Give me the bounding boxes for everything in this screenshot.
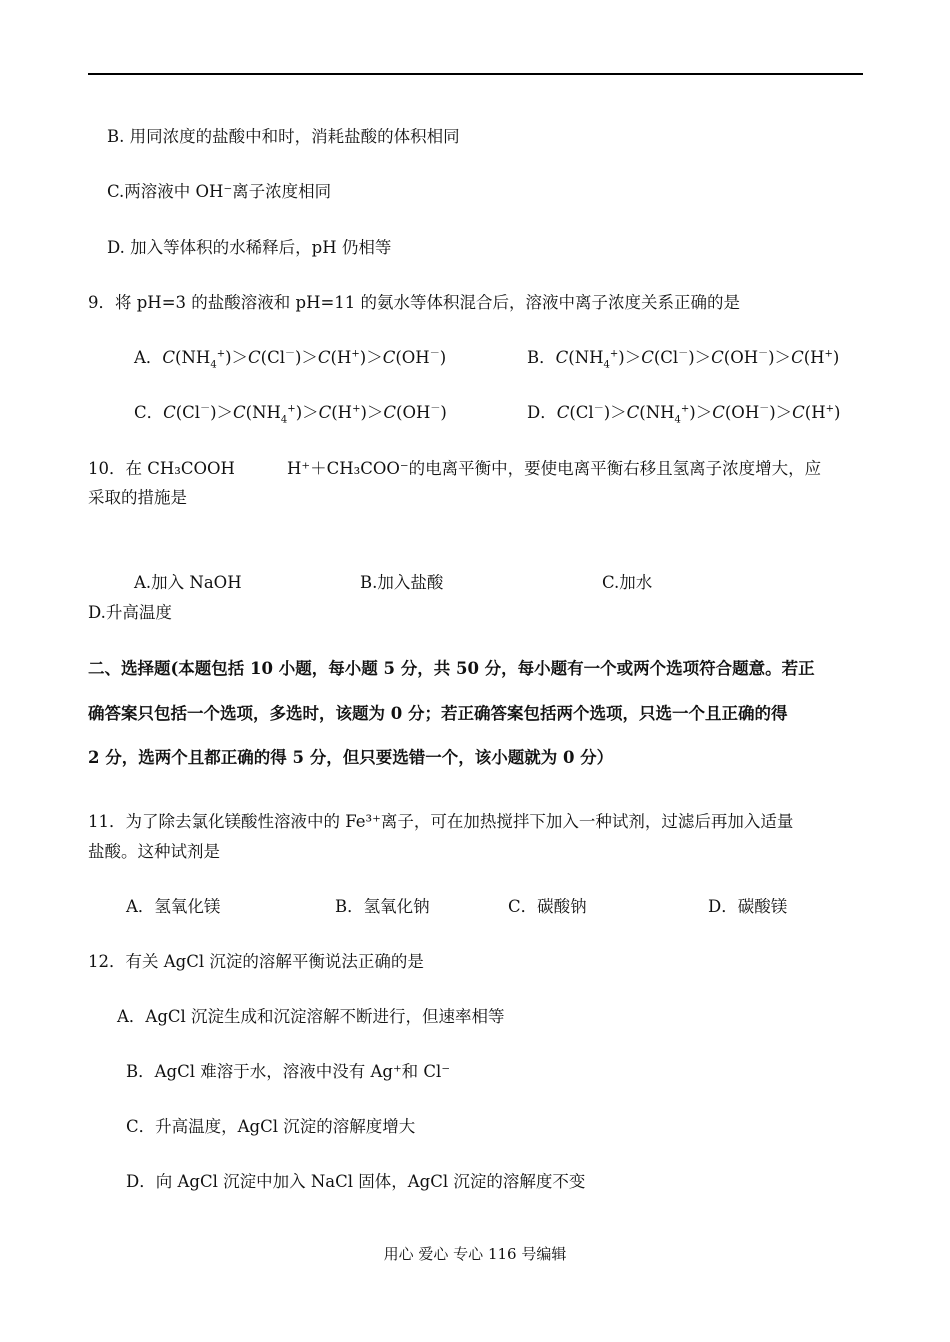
section2-instructions-line3: 2 分，选两个且都正确的得 5 分，但只要选错一个，该小题就为 0 分） xyxy=(88,748,614,767)
q11-option-a: A．氢氧化镁 xyxy=(126,897,221,916)
q11-option-d: D．碳酸镁 xyxy=(708,897,788,916)
q9-option-b: B．$C(NH_4^+)>C(Cl^-)>C(OH^-)>C(H^+)$ xyxy=(527,348,840,371)
page-footer: 用心 爱心 专心 116 号编辑 xyxy=(383,1245,567,1263)
q9-option-c: C．$C(Cl^-)>C(NH_4^+)>C(H^+)>C(OH^-)$ xyxy=(134,403,447,426)
q9-option-d: D．$C(Cl^-)>C(NH_4^+)>C(OH^-)>C(H^+)$ xyxy=(527,403,841,426)
q11-stem-line2: 盐酸。这种试剂是 xyxy=(88,842,220,861)
q8-option-c: C.两溶液中 OH⁻离子浓度相同 xyxy=(107,182,332,201)
q10-option-d: D.升高温度 xyxy=(88,603,172,622)
section2-instructions-line1: 二、选择题(本题包括 10 小题，每小题 5 分，共 50 分，每小题有一个或两个选项符合题意。若正 xyxy=(88,659,815,678)
q10-option-c: C.加水 xyxy=(602,573,653,592)
q10-stem-part1: 10．在 CH₃COOH xyxy=(88,459,235,478)
q10-stem-part3: 采取的措施是 xyxy=(88,488,187,507)
section2-instructions-line2: 确答案只包括一个选项，多选时，该题为 0 分；若正确答案包括两个选项，只选一个且正确的得 xyxy=(88,704,788,723)
q10-option-b: B.加入盐酸 xyxy=(360,573,444,592)
q8-option-d: D. 加入等体积的水稀释后，pH 仍相等 xyxy=(107,238,392,257)
q12-option-b: B．AgCl 难溶于水，溶液中没有 Ag⁺和 Cl⁻ xyxy=(126,1062,451,1081)
header-rule xyxy=(88,73,863,75)
q8-option-b: B. 用同浓度的盐酸中和时，消耗盐酸的体积相同 xyxy=(107,127,460,146)
q11-option-c: C．碳酸钠 xyxy=(508,897,587,916)
q11-option-b: B．氢氧化钠 xyxy=(335,897,430,916)
q12-option-c: C．升高温度，AgCl 沉淀的溶解度增大 xyxy=(126,1117,416,1136)
q12-option-a: A．AgCl 沉淀生成和沉淀溶解不断进行，但速率相等 xyxy=(117,1007,505,1026)
q10-stem-part2: H⁺＋CH₃COO⁻的电离平衡中，要使电离平衡右移且氢离子浓度增大，应 xyxy=(287,459,822,478)
q12-stem: 12．有关 AgCl 沉淀的溶解平衡说法正确的是 xyxy=(88,952,424,971)
q9-stem: 9．将 pH=3 的盐酸溶液和 pH=11 的氨水等体积混合后，溶液中离子浓度关系正确的是 xyxy=(88,293,741,312)
q10-option-a: A.加入 NaOH xyxy=(134,573,242,592)
q9-option-a: A．$C(NH_4^+)>C(Cl^-)>C(H^+)>C(OH^-)$ xyxy=(134,348,447,371)
q11-stem-line1: 11．为了除去氯化镁酸性溶液中的 Fe³⁺离子，可在加热搅拌下加入一种试剂，过滤后再加入适量 xyxy=(88,812,794,831)
q12-option-d: D．向 AgCl 沉淀中加入 NaCl 固体，AgCl 沉淀的溶解度不变 xyxy=(126,1172,586,1191)
